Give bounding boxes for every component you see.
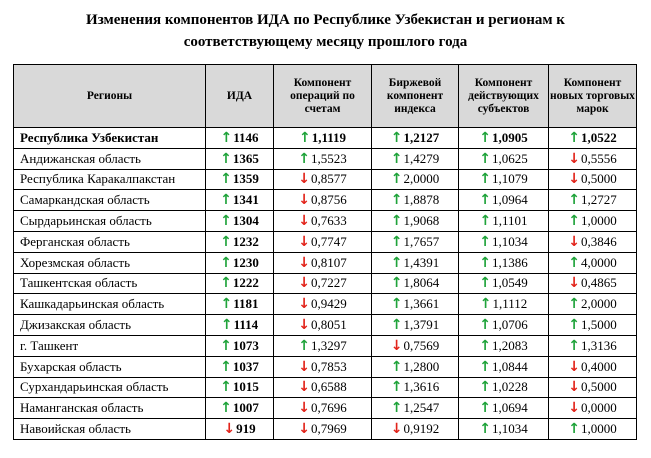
trademarks-cell xyxy=(549,231,637,252)
table-row xyxy=(14,356,637,377)
trademarks-value: 4,0000 xyxy=(580,254,617,270)
arrow-up-icon: ↑ xyxy=(479,192,491,209)
trademarks-cell xyxy=(549,211,637,232)
table-row xyxy=(14,335,637,356)
exchange-value: 1,8878 xyxy=(403,192,440,208)
arrow-down-icon: ↓ xyxy=(390,421,403,438)
trademarks-value: 0,3846 xyxy=(580,233,617,249)
table-row xyxy=(14,273,637,294)
arrow-up-icon: ↑ xyxy=(298,150,310,167)
ida-value: 1304 xyxy=(232,213,259,229)
entities-cell xyxy=(459,169,549,190)
operations-cell xyxy=(274,211,372,232)
arrow-up-icon: ↑ xyxy=(479,171,491,188)
region-name: Кашкадарьинская область xyxy=(14,294,206,315)
arrow-up-icon: ↑ xyxy=(220,150,232,167)
arrow-up-icon: ↑ xyxy=(390,233,403,250)
arrow-up-icon: ↑ xyxy=(390,317,403,334)
arrow-up-icon: ↑ xyxy=(390,358,403,375)
operations-cell xyxy=(274,273,372,294)
arrow-down-icon: ↓ xyxy=(298,296,310,313)
exchange-value: 1,8064 xyxy=(403,275,440,291)
exchange-value: 1,3791 xyxy=(403,317,440,333)
entities-value: 1,0844 xyxy=(491,358,528,374)
operations-value: 1,5523 xyxy=(310,150,347,166)
trademarks-value: 1,0000 xyxy=(580,213,617,229)
ida-value: 1230 xyxy=(232,254,259,270)
arrow-up-icon: ↑ xyxy=(390,296,403,313)
arrow-up-icon: ↑ xyxy=(479,337,491,354)
arrow-up-icon: ↑ xyxy=(390,400,403,417)
trademarks-cell xyxy=(549,377,637,398)
region-name: Республика Каракалпакстан xyxy=(14,169,206,190)
arrow-up-icon: ↑ xyxy=(220,296,233,313)
arrow-up-icon: ↑ xyxy=(568,337,580,354)
header-operations-component: Компонент операций по счетам xyxy=(274,65,372,128)
arrow-up-icon: ↑ xyxy=(479,421,491,438)
entities-value: 1,2083 xyxy=(491,337,528,353)
entities-value: 1,0549 xyxy=(491,275,528,291)
ida-value: 1341 xyxy=(232,192,259,208)
ida-value: 1015 xyxy=(232,379,259,395)
operations-value: 0,8756 xyxy=(310,192,347,208)
arrow-down-icon: ↓ xyxy=(568,233,580,250)
ida-value: 1359 xyxy=(232,171,259,187)
operations-cell xyxy=(274,128,372,149)
ida-cell xyxy=(206,335,274,356)
arrow-up-icon: ↑ xyxy=(298,337,310,354)
entities-value: 1,1101 xyxy=(492,213,528,229)
arrow-up-icon: ↑ xyxy=(479,317,491,334)
arrow-down-icon: ↓ xyxy=(298,379,310,396)
exchange-value: 1,4279 xyxy=(403,150,440,166)
arrow-up-icon: ↑ xyxy=(220,233,232,250)
arrow-up-icon: ↑ xyxy=(479,358,491,375)
ida-cell xyxy=(206,211,274,232)
operations-cell xyxy=(274,294,372,315)
header-regions: Регионы xyxy=(14,65,206,128)
operations-value: 1,1119 xyxy=(311,129,347,145)
trademarks-cell xyxy=(549,356,637,377)
exchange-value: 1,4391 xyxy=(403,254,440,270)
exchange-value: 2,0000 xyxy=(403,171,440,187)
table-row xyxy=(14,419,637,440)
trademarks-cell xyxy=(549,294,637,315)
exchange-cell xyxy=(372,169,459,190)
arrow-up-icon: ↑ xyxy=(479,150,491,167)
exchange-cell xyxy=(372,398,459,419)
ida-cell xyxy=(206,273,274,294)
arrow-down-icon: ↓ xyxy=(298,171,310,188)
exchange-cell xyxy=(372,335,459,356)
entities-cell xyxy=(459,398,549,419)
arrow-down-icon: ↓ xyxy=(223,421,236,438)
exchange-cell xyxy=(372,190,459,211)
exchange-cell xyxy=(372,211,459,232)
arrow-up-icon: ↑ xyxy=(568,296,580,313)
operations-cell xyxy=(274,190,372,211)
entities-value: 1,0625 xyxy=(491,150,528,166)
trademarks-cell xyxy=(549,190,637,211)
operations-value: 0,6588 xyxy=(310,379,347,395)
arrow-up-icon: ↑ xyxy=(479,254,491,271)
operations-value: 0,8107 xyxy=(310,254,347,270)
trademarks-value: 1,0522 xyxy=(580,129,617,145)
ida-cell xyxy=(206,315,274,336)
title-line-1: Изменения компонентов ИДА по Республике Узбекистан и регионам к xyxy=(86,12,565,28)
arrow-up-icon: ↑ xyxy=(390,213,403,230)
region-name: Бухарская область xyxy=(14,356,206,377)
ida-value: 1181 xyxy=(233,296,259,312)
trademarks-cell xyxy=(549,273,637,294)
ida-value: 1146 xyxy=(233,129,259,145)
arrow-up-icon: ↑ xyxy=(568,254,580,271)
arrow-up-icon: ↑ xyxy=(479,400,491,417)
table-row xyxy=(14,148,637,169)
ida-value: 1073 xyxy=(232,337,259,353)
arrow-up-icon: ↑ xyxy=(298,129,311,146)
ida-components-table xyxy=(13,64,637,440)
trademarks-value: 1,3136 xyxy=(580,337,617,353)
arrow-up-icon: ↑ xyxy=(479,275,491,292)
arrow-up-icon: ↑ xyxy=(568,192,580,209)
region-name: Сурхандарьинская область xyxy=(14,377,206,398)
arrow-up-icon: ↑ xyxy=(390,129,403,146)
operations-cell xyxy=(274,315,372,336)
document-title xyxy=(0,9,651,53)
table-row xyxy=(14,190,637,211)
arrow-up-icon: ↑ xyxy=(568,129,580,146)
arrow-down-icon: ↓ xyxy=(298,421,310,438)
trademarks-cell xyxy=(549,419,637,440)
exchange-cell xyxy=(372,273,459,294)
arrow-up-icon: ↑ xyxy=(220,400,232,417)
operations-value: 0,7696 xyxy=(310,400,347,416)
arrow-down-icon: ↓ xyxy=(390,337,403,354)
arrow-down-icon: ↓ xyxy=(568,171,580,188)
arrow-down-icon: ↓ xyxy=(298,358,310,375)
ida-value: 1037 xyxy=(232,358,259,374)
table-header xyxy=(14,65,637,128)
entities-cell xyxy=(459,211,549,232)
entities-cell xyxy=(459,315,549,336)
arrow-up-icon: ↑ xyxy=(568,421,580,438)
arrow-up-icon: ↑ xyxy=(479,129,491,146)
operations-cell xyxy=(274,335,372,356)
trademarks-value: 0,5000 xyxy=(580,171,617,187)
region-name: Сырдарьинская область xyxy=(14,211,206,232)
arrow-down-icon: ↓ xyxy=(298,317,310,334)
exchange-cell xyxy=(372,148,459,169)
arrow-up-icon: ↑ xyxy=(220,379,232,396)
ida-cell xyxy=(206,128,274,149)
entities-cell xyxy=(459,273,549,294)
trademarks-value: 0,5000 xyxy=(580,379,617,395)
operations-value: 0,7633 xyxy=(310,213,347,229)
arrow-up-icon: ↑ xyxy=(479,379,491,396)
arrow-down-icon: ↓ xyxy=(298,213,310,230)
trademarks-value: 0,0000 xyxy=(580,400,617,416)
entities-cell xyxy=(459,335,549,356)
arrow-up-icon: ↑ xyxy=(220,358,232,375)
arrow-down-icon: ↓ xyxy=(568,400,580,417)
table-row xyxy=(14,398,637,419)
table-header-row xyxy=(14,65,637,128)
entities-cell xyxy=(459,419,549,440)
region-name: Наманганская область xyxy=(14,398,206,419)
ida-cell xyxy=(206,294,274,315)
table-row xyxy=(14,128,637,149)
exchange-cell xyxy=(372,377,459,398)
trademarks-cell xyxy=(549,335,637,356)
region-name: Самаркандская область xyxy=(14,190,206,211)
ida-cell xyxy=(206,231,274,252)
arrow-up-icon: ↑ xyxy=(220,337,232,354)
arrow-up-icon: ↑ xyxy=(220,171,232,188)
operations-cell xyxy=(274,377,372,398)
arrow-up-icon: ↑ xyxy=(220,213,232,230)
operations-value: 1,3297 xyxy=(310,337,347,353)
arrow-down-icon: ↓ xyxy=(568,379,580,396)
exchange-value: 0,7569 xyxy=(403,337,440,353)
entities-value: 1,0694 xyxy=(491,400,528,416)
region-name: Навоийская область xyxy=(14,419,206,440)
trademarks-value: 1,5000 xyxy=(580,317,617,333)
entities-value: 1,0228 xyxy=(491,379,528,395)
entities-cell xyxy=(459,148,549,169)
exchange-cell xyxy=(372,252,459,273)
exchange-cell xyxy=(372,128,459,149)
entities-cell xyxy=(459,356,549,377)
table-row xyxy=(14,315,637,336)
ida-value: 1007 xyxy=(232,400,259,416)
ida-cell xyxy=(206,398,274,419)
exchange-value: 1,3661 xyxy=(403,296,440,312)
trademarks-cell xyxy=(549,315,637,336)
table-body xyxy=(14,128,637,440)
operations-cell xyxy=(274,231,372,252)
trademarks-value: 2,0000 xyxy=(580,296,617,312)
ida-cell xyxy=(206,419,274,440)
exchange-value: 1,2800 xyxy=(403,358,440,374)
entities-value: 1,0905 xyxy=(491,129,528,145)
operations-value: 0,9429 xyxy=(310,296,347,312)
ida-cell xyxy=(206,252,274,273)
header-ida: ИДА xyxy=(206,65,274,128)
entities-cell xyxy=(459,252,549,273)
trademarks-value: 0,5556 xyxy=(580,150,617,166)
operations-value: 0,8577 xyxy=(310,171,347,187)
entities-value: 1,1386 xyxy=(491,254,528,270)
header-entities-component: Компонент действующих субъектов xyxy=(459,65,549,128)
arrow-down-icon: ↓ xyxy=(298,275,310,292)
ida-value: 1232 xyxy=(232,233,259,249)
exchange-value: 1,2547 xyxy=(403,400,440,416)
trademarks-value: 1,2727 xyxy=(580,192,617,208)
trademarks-value: 0,4000 xyxy=(580,358,617,374)
arrow-up-icon: ↑ xyxy=(390,254,403,271)
exchange-value: 1,7657 xyxy=(403,233,440,249)
ida-value: 1114 xyxy=(233,317,259,333)
operations-value: 0,7853 xyxy=(310,358,347,374)
region-name: Ташкентская область xyxy=(14,273,206,294)
operations-cell xyxy=(274,252,372,273)
arrow-up-icon: ↑ xyxy=(479,213,492,230)
table-row xyxy=(14,169,637,190)
exchange-cell xyxy=(372,294,459,315)
ida-cell xyxy=(206,190,274,211)
arrow-up-icon: ↑ xyxy=(390,150,403,167)
ida-value: 1222 xyxy=(232,275,259,291)
arrow-up-icon: ↑ xyxy=(220,275,232,292)
trademarks-cell xyxy=(549,128,637,149)
entities-cell xyxy=(459,377,549,398)
table-row xyxy=(14,252,637,273)
exchange-cell xyxy=(372,231,459,252)
arrow-down-icon: ↓ xyxy=(298,192,310,209)
arrow-up-icon: ↑ xyxy=(220,129,233,146)
trademarks-cell xyxy=(549,398,637,419)
entities-cell xyxy=(459,231,549,252)
title-line-2: соответствующему месяцу прошлого года xyxy=(183,34,468,50)
arrow-down-icon: ↓ xyxy=(298,254,310,271)
trademarks-cell xyxy=(549,252,637,273)
operations-value: 0,7747 xyxy=(310,233,347,249)
exchange-value: 1,3616 xyxy=(403,379,440,395)
region-name: Республика Узбекистан xyxy=(14,128,206,149)
arrow-up-icon: ↑ xyxy=(568,213,580,230)
arrow-up-icon: ↑ xyxy=(568,317,580,334)
operations-cell xyxy=(274,169,372,190)
header-exchange-component: Биржевой компонент индекса xyxy=(372,65,459,128)
table-row xyxy=(14,231,637,252)
table-row xyxy=(14,294,637,315)
exchange-cell xyxy=(372,419,459,440)
arrow-up-icon: ↑ xyxy=(220,254,232,271)
exchange-value: 1,2127 xyxy=(403,129,440,145)
exchange-value: 1,9068 xyxy=(403,213,440,229)
arrow-down-icon: ↓ xyxy=(568,150,580,167)
operations-cell xyxy=(274,419,372,440)
operations-value: 0,8051 xyxy=(310,317,347,333)
region-name: Андижанская область xyxy=(14,148,206,169)
entities-value: 1,0964 xyxy=(491,192,528,208)
header-trademarks-component: Компонент новых торговых марок xyxy=(549,65,637,128)
trademarks-cell xyxy=(549,148,637,169)
region-name: Хорезмская область xyxy=(14,252,206,273)
ida-cell xyxy=(206,356,274,377)
entities-value: 1,1079 xyxy=(491,171,528,187)
arrow-down-icon: ↓ xyxy=(568,275,580,292)
arrow-up-icon: ↑ xyxy=(390,171,403,188)
region-name: г. Ташкент xyxy=(14,335,206,356)
table-row xyxy=(14,211,637,232)
entities-cell xyxy=(459,190,549,211)
entities-value: 1,1034 xyxy=(491,421,528,437)
exchange-cell xyxy=(372,356,459,377)
ida-cell xyxy=(206,169,274,190)
arrow-up-icon: ↑ xyxy=(390,275,403,292)
ida-cell xyxy=(206,148,274,169)
region-name: Ферганская область xyxy=(14,231,206,252)
ida-value: 919 xyxy=(236,421,256,437)
arrow-down-icon: ↓ xyxy=(298,233,310,250)
trademarks-value: 1,0000 xyxy=(580,421,617,437)
operations-cell xyxy=(274,356,372,377)
entities-value: 1,0706 xyxy=(491,317,528,333)
trademarks-value: 0,4865 xyxy=(580,275,617,291)
exchange-value: 0,9192 xyxy=(403,421,440,437)
arrow-down-icon: ↓ xyxy=(568,358,580,375)
entities-cell xyxy=(459,294,549,315)
operations-cell xyxy=(274,398,372,419)
entities-cell xyxy=(459,128,549,149)
ida-cell xyxy=(206,377,274,398)
entities-value: 1,1112 xyxy=(492,296,528,312)
arrow-up-icon: ↑ xyxy=(479,296,492,313)
arrow-up-icon: ↑ xyxy=(390,192,403,209)
arrow-up-icon: ↑ xyxy=(220,192,232,209)
arrow-up-icon: ↑ xyxy=(220,317,233,334)
entities-value: 1,1034 xyxy=(491,233,528,249)
operations-value: 0,7969 xyxy=(310,421,347,437)
operations-cell xyxy=(274,148,372,169)
ida-value: 1365 xyxy=(232,150,259,166)
trademarks-cell xyxy=(549,169,637,190)
exchange-cell xyxy=(372,315,459,336)
region-name: Джизакская область xyxy=(14,315,206,336)
table-row xyxy=(14,377,637,398)
operations-value: 0,7227 xyxy=(310,275,347,291)
arrow-up-icon: ↑ xyxy=(390,379,403,396)
arrow-down-icon: ↓ xyxy=(298,400,310,417)
arrow-up-icon: ↑ xyxy=(479,233,491,250)
